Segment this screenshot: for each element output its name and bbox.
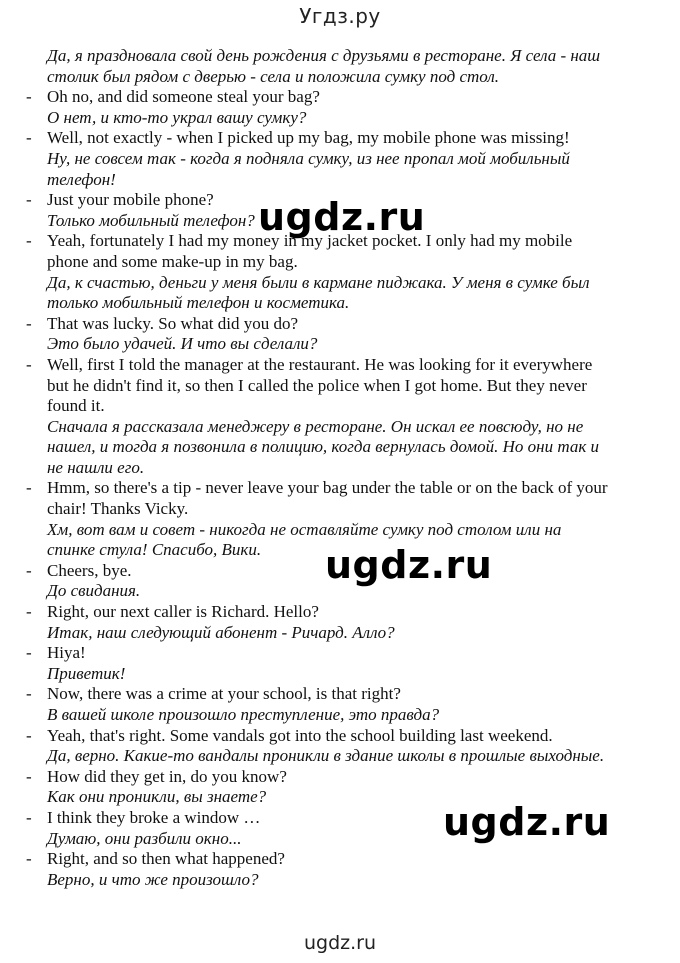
translation-line xyxy=(26,273,626,294)
line-text: Now, there was a crime at your school, is that right? xyxy=(47,684,401,704)
speaker-dash: - xyxy=(26,313,32,333)
translation-line xyxy=(26,108,626,129)
line-text: Ну, не совсем так - когда я подняла сумку, из нее пропал мой мобильный xyxy=(47,148,570,168)
line-text: Это было удачей. И что вы сделали? xyxy=(47,334,318,354)
line-text: Hiya! xyxy=(47,643,86,663)
line-text: found it. xyxy=(47,396,105,416)
dialogue-line xyxy=(26,376,626,397)
speaker-dash: - xyxy=(26,684,32,704)
translation-line xyxy=(26,417,626,438)
line-text: Итак, наш следующий абонент - Ричард. Алло? xyxy=(47,622,395,642)
translation-line xyxy=(26,870,626,891)
line-text: Just your mobile phone? xyxy=(47,190,214,210)
line-text: не нашли его. xyxy=(47,457,145,477)
watermark: ugdz.ru xyxy=(443,800,611,844)
line-text: Hmm, so there's a tip - never leave your bag under the table or on the back of your xyxy=(47,478,608,498)
line-text: Oh no, and did someone steal your bag? xyxy=(47,87,320,107)
speaker-dash: - xyxy=(26,725,32,745)
translation-line xyxy=(26,46,626,67)
translation-line xyxy=(26,623,626,644)
translation-line xyxy=(26,149,626,170)
watermark: ugdz.ru xyxy=(325,543,493,587)
line-text: but he didn't find it, so then I called the police when I got home. But they never xyxy=(47,375,587,395)
line-text: О нет, и кто-то украл вашу сумку? xyxy=(47,107,307,127)
dialogue-line xyxy=(26,726,626,747)
speaker-dash: - xyxy=(26,766,32,786)
watermark: ugdz.ru xyxy=(258,195,426,239)
site-header: Угдз.ру xyxy=(299,4,381,28)
dialogue-line xyxy=(26,87,626,108)
dialogue-line xyxy=(26,478,626,499)
dialogue-line xyxy=(26,396,626,417)
translation-line xyxy=(26,334,626,355)
dialogue-line xyxy=(26,499,626,520)
line-text: Cheers, bye. xyxy=(47,560,132,580)
line-text: I think they broke a window … xyxy=(47,807,261,827)
dialogue-line xyxy=(26,643,626,664)
dialogue-line xyxy=(26,767,626,788)
speaker-dash: - xyxy=(26,478,32,498)
speaker-dash: - xyxy=(26,602,32,622)
dialogue-line xyxy=(26,684,626,705)
line-text: Думаю, они разбили окно... xyxy=(47,828,242,848)
dialogue-line xyxy=(26,252,626,273)
dialogue-line xyxy=(26,314,626,335)
speaker-dash: - xyxy=(26,354,32,374)
line-text: Сначала я рассказала менеджеру в ресторане. Он искал ее повсюду, но не xyxy=(47,416,584,436)
translation-line xyxy=(26,293,626,314)
line-text: нашел, и тогда я позвонила в полицию, когда вернулась домой. Но они так и xyxy=(47,437,600,457)
line-text: Well, not exactly - when I picked up my bag, my mobile phone was missing! xyxy=(47,128,570,148)
line-text: How did they get in, do you know? xyxy=(47,766,287,786)
line-text: Right, and so then what happened? xyxy=(47,849,285,869)
line-text: спинке стула! Спасибо, Вики. xyxy=(47,540,262,560)
translation-line xyxy=(26,67,626,88)
line-text: Хм, вот вам и совет - никогда не оставляйте сумку под столом или на xyxy=(47,519,562,539)
line-text: телефон! xyxy=(47,169,116,189)
line-text: Приветик! xyxy=(47,663,126,683)
translation-line xyxy=(26,458,626,479)
line-text: Right, our next caller is Richard. Hello? xyxy=(47,602,319,622)
dialogue-line xyxy=(26,128,626,149)
speaker-dash: - xyxy=(26,643,32,663)
speaker-dash: - xyxy=(26,190,32,210)
line-text: That was lucky. So what did you do? xyxy=(47,313,299,333)
translation-line xyxy=(26,664,626,685)
speaker-dash: - xyxy=(26,231,32,251)
line-text: Да, я праздновала свой день рождения с друзьями в ресторане. Я села - наш xyxy=(47,46,601,65)
line-text: Да, к счастью, деньги у меня были в кармане пиджака. У меня в сумке был xyxy=(47,272,590,292)
translation-line xyxy=(26,705,626,726)
line-text: Как они проникли, вы знаете? xyxy=(47,787,267,807)
line-text: phone and some make-up in my bag. xyxy=(47,251,298,271)
line-text: столик был рядом с дверью - села и положила сумку под стол. xyxy=(47,66,500,86)
line-text: Только мобильный телефон? xyxy=(47,210,255,230)
line-text: До свидания. xyxy=(47,581,141,601)
speaker-dash: - xyxy=(26,128,32,148)
line-text: Yeah, fortunately I had my money in my jacket pocket. I only had my mobile xyxy=(47,231,573,251)
dialogue-line xyxy=(26,602,626,623)
dialogue-line xyxy=(26,849,626,870)
speaker-dash: - xyxy=(26,849,32,869)
line-text: только мобильный телефон и косметика. xyxy=(47,293,350,313)
site-footer: ugdz.ru xyxy=(303,932,377,954)
speaker-dash: - xyxy=(26,807,32,827)
speaker-dash: - xyxy=(26,560,32,580)
dialogue-text xyxy=(26,46,626,890)
line-text: Well, first I told the manager at the restaurant. He was looking for it everywhere xyxy=(47,354,593,374)
line-text: Да, верно. Какие-то вандалы проникли в здание школы в прошлые выходные. xyxy=(47,746,605,766)
translation-line xyxy=(26,520,626,541)
translation-line xyxy=(26,746,626,767)
line-text: В вашей школе произошло преступление, это правда? xyxy=(47,705,440,724)
dialogue-line xyxy=(26,355,626,376)
line-text: Верно, и что же произошло? xyxy=(47,869,259,889)
line-text: chair! Thanks Vicky. xyxy=(47,499,189,519)
line-text: Yeah, that's right. Some vandals got into the school building last weekend. xyxy=(47,725,553,745)
translation-line xyxy=(26,170,626,191)
speaker-dash: - xyxy=(26,87,32,107)
translation-line xyxy=(26,437,626,458)
